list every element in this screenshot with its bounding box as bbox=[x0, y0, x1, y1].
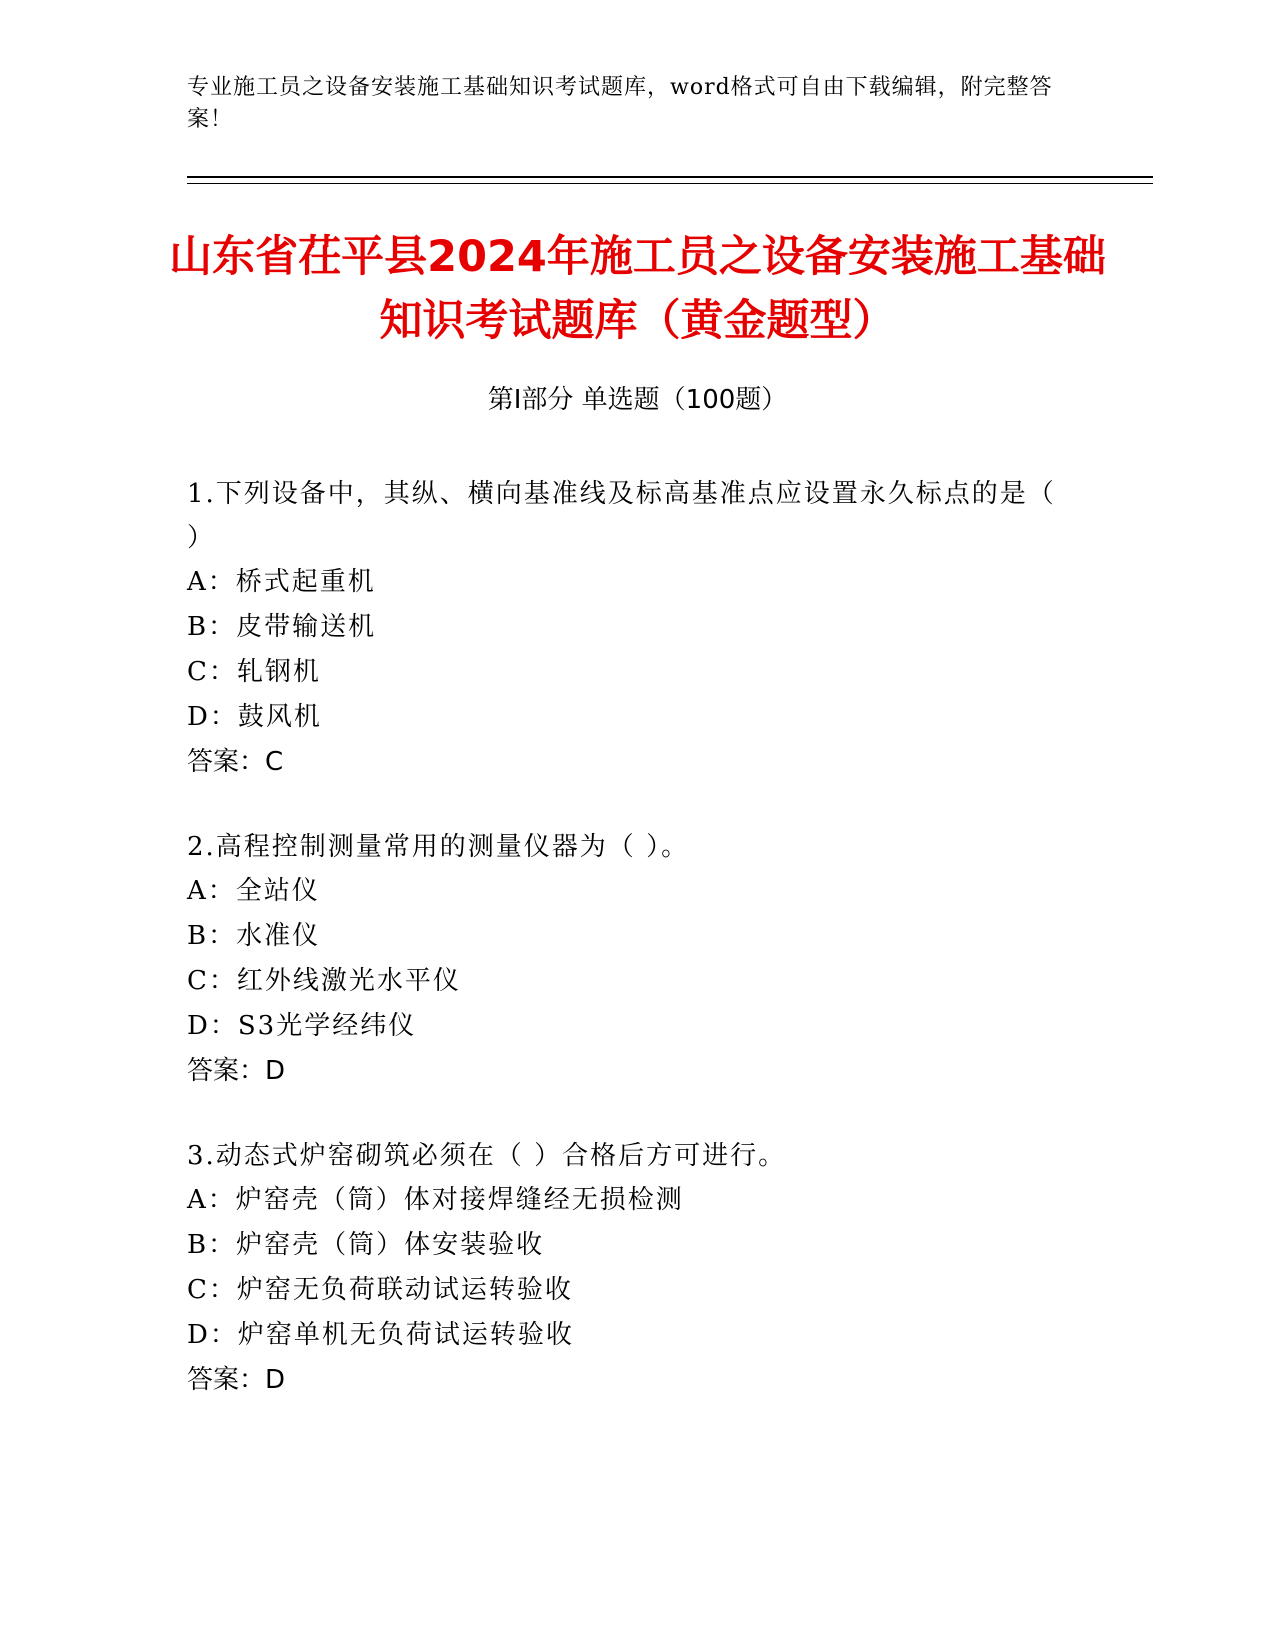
header-note: 专业施工员之设备安装施工基础知识考试题库，word格式可自由下载编辑，附完整答案！ bbox=[187, 75, 1053, 132]
option-c: C：轧钢机 bbox=[187, 657, 321, 687]
option-a: A：全站仪 bbox=[187, 876, 320, 906]
question-stem: 1.下列设备中，其纵、横向基准线及标高基准点应设置永久标点的是（ ） bbox=[187, 479, 1056, 553]
question-stem: 2.高程控制测量常用的测量仪器为（ ）。 bbox=[187, 832, 690, 862]
option-a: A：桥式起重机 bbox=[187, 567, 376, 597]
document-title: 山东省茌平县2024年施工员之设备安装施工基础知识考试题库（黄金题型） bbox=[169, 232, 1106, 346]
option-d: D：鼓风机 bbox=[187, 702, 322, 732]
header-divider-thin bbox=[187, 183, 1153, 184]
question-1 bbox=[187, 472, 1067, 785]
answer: 答案：C bbox=[187, 747, 284, 777]
question-3 bbox=[187, 1134, 1067, 1403]
answer: 答案：D bbox=[187, 1056, 286, 1086]
option-c: C：红外线激光水平仪 bbox=[187, 966, 461, 996]
option-b: B：炉窑壳（筒）体安装验收 bbox=[187, 1230, 545, 1260]
option-d: D：S3光学经纬仪 bbox=[187, 1011, 417, 1041]
option-d: D：炉窑单机无负荷试运转验收 bbox=[187, 1320, 574, 1350]
option-b: B：水准仪 bbox=[187, 921, 321, 951]
question-2 bbox=[187, 825, 1067, 1094]
option-a: A：炉窑壳（筒）体对接焊缝经无损检测 bbox=[187, 1185, 684, 1215]
section-title: 第Ⅰ部分 单选题（100题） bbox=[487, 385, 788, 415]
header-divider-thick bbox=[187, 176, 1153, 178]
question-stem: 3.动态式炉窑砌筑必须在（ ）合格后方可进行。 bbox=[187, 1141, 787, 1171]
option-c: C：炉窑无负荷联动试运转验收 bbox=[187, 1275, 573, 1305]
question-list bbox=[187, 472, 1067, 1443]
option-b: B：皮带输送机 bbox=[187, 612, 377, 642]
answer: 答案：D bbox=[187, 1365, 286, 1395]
